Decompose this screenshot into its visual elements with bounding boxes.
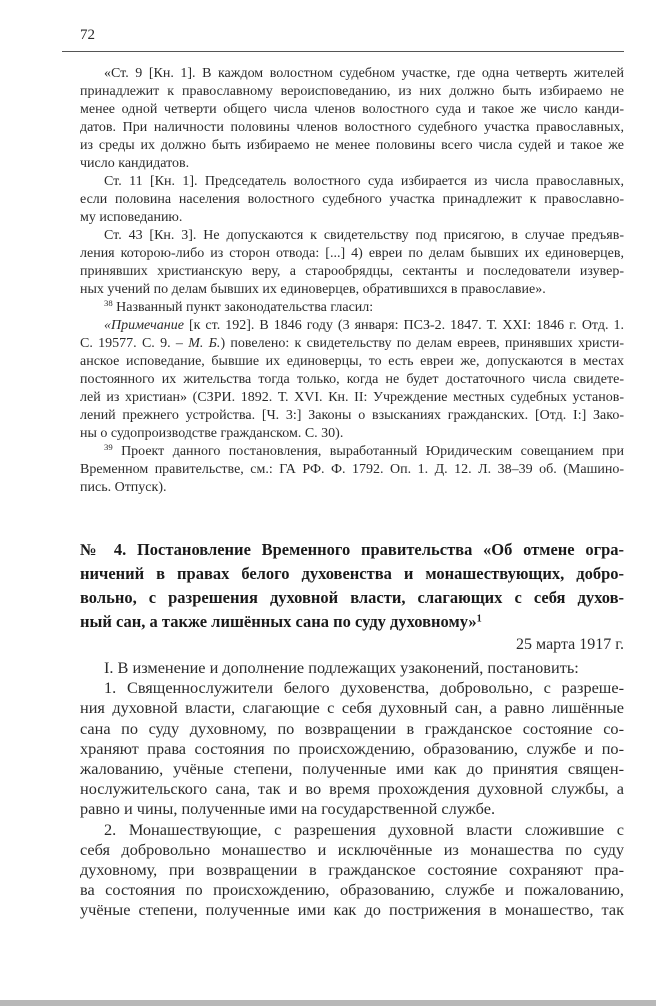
text-line (80, 371, 624, 389)
text: ления которою-либо из сторон отвода: [...] 4) евреи по делам бывших их единоверцев, (80, 246, 624, 261)
text: менее одной четверти общего числа членов волостного суда и такое же число канди- (80, 102, 624, 117)
text-line (80, 443, 624, 461)
text-line (80, 538, 624, 562)
text: принадлежит к православному вероисповеданию, из них должно быть избираемо не (80, 84, 624, 99)
text-line (80, 353, 624, 371)
text: нослужительского сана, так и во время прохождения духовной службы, а (80, 779, 624, 799)
text: Ст. 43 [Кн. 3]. Не допускаются к свидетельству под присягою, в случае предъяв- (104, 228, 624, 243)
text: [к ст. 192]. В 1846 году (3 января: ПСЗ-2. 1847. Т. XXI: 1846 г. Отд. 1. (183, 318, 624, 333)
text-line (80, 719, 624, 739)
text-line (80, 209, 624, 227)
italic-text: «Примечание (104, 318, 184, 333)
text: храняют права состояния по происхождению, образованию, службе и по- (80, 738, 624, 758)
text: Временном правительстве, см.: ГА РФ. Ф. 1792. Оп. 1. Д. 12. Л. 38–39 об. (Машино- (80, 462, 624, 477)
paragraph (80, 65, 624, 173)
text: принявших христианскую веру, а старообрядцы, сектанты и последователи изувер- (80, 264, 624, 279)
text: анское исповедание, бывшие их единоверцы, то есть евреи же, допускаются в местах (80, 354, 624, 369)
paragraph (80, 443, 624, 497)
text: учёные степени, полученные ими как до пострижения в монашество, так (80, 900, 624, 920)
paragraph (80, 658, 624, 678)
text-line (80, 335, 624, 353)
text: Ст. 11 [Кн. 1]. Председатель волостного суда избирается из числа православных, (104, 174, 624, 189)
text: «Ст. 9 [Кн. 1]. В каждом волостном судебном участке, где одна четверть жителей (104, 66, 624, 81)
text-line (80, 562, 624, 586)
text-line (80, 281, 624, 299)
italic-text: М. Б. (188, 336, 221, 351)
text: ны о судопроизводстве гражданском. С. 30). (80, 426, 344, 441)
text-line (80, 840, 624, 860)
text-line (80, 407, 624, 425)
page-number: 72 (80, 27, 95, 43)
footnote-marker: 38 (104, 298, 113, 309)
text-line (80, 263, 624, 281)
text-line (80, 245, 624, 263)
text: жалованию, учёные степени, полученные ими как до принятия священ- (80, 759, 624, 779)
document-date: 25 марта 1917 г. (516, 636, 624, 653)
text-line (80, 610, 624, 634)
document-heading (80, 538, 624, 634)
text-line (80, 860, 624, 880)
text-line (80, 227, 624, 245)
text: му исповеданию. (80, 210, 183, 225)
paragraph (80, 538, 624, 634)
text-line (80, 137, 624, 155)
header-rule (62, 51, 624, 52)
text-line (80, 101, 624, 119)
text: 2. Монашествующие, с разрешения духовной власти сложившие с (104, 819, 624, 839)
text: сана по суду духовному, по возвращении в гражданское состояние со- (80, 718, 624, 738)
text: № 4. Постановление Временного правительства «Об отмене огра- (80, 540, 624, 559)
page-edge (0, 1000, 656, 1006)
text: ва состояния по происхождению, образованию, службе и пожалованию, (80, 880, 624, 900)
text: если половина населения волостного судебного участка принадлежит к православно- (80, 192, 624, 207)
text-line (80, 425, 624, 443)
text: датов. При наличности половины членов волостного судебного участка православных, (80, 120, 624, 135)
text-line (80, 389, 624, 407)
footnotes (80, 65, 624, 497)
text: ных учений по делам бывших их единоверцев, обратившихся в православие». (80, 282, 546, 297)
text: лей из христиан» (СЗРИ. 1892. Т. XVI. Кн. II: Учреждение местных судебных установ- (80, 390, 624, 405)
text: себя добровольно монашество и исключённые из монашества по суду (80, 839, 624, 859)
text: I. В изменение и дополнение подлежащих узаконений, постановить: (104, 658, 579, 677)
text-line (80, 317, 624, 335)
text: число кандидатов. (80, 156, 190, 171)
text: Проект данного постановления, выработанный Юридическим совещанием при (112, 444, 624, 459)
paragraph (80, 227, 624, 299)
text-line (80, 779, 624, 799)
footnote-marker: 1 (476, 613, 482, 625)
text: пись. Отпуск). (80, 480, 167, 495)
text: С. 19577. С. 9. – (80, 336, 189, 351)
text: из среды их должно быть избираемо не менее половины всего числа судей и такое же (80, 138, 624, 153)
text-line (80, 799, 624, 819)
text: 1. Священнослужители белого духовенства, добровольно, с разреше- (104, 678, 624, 698)
text-line (80, 479, 624, 497)
text: постоянного их жительства тогда только, когда не будет достаточного числа свидете- (80, 372, 624, 387)
text: равно и чины, полученные ими на государственной службе. (80, 799, 496, 819)
text-line (80, 461, 624, 479)
text: ния духовной власти, слагающие с себя духовный сан, а равно лишённые (80, 698, 624, 718)
text-line (80, 658, 624, 678)
text-line (80, 83, 624, 101)
text: вольно, с разрешения духовной власти, слагающих с себя духов- (80, 588, 624, 607)
text-line (80, 191, 624, 209)
text: ный сан, а также лишённых сана по суду духовному» (80, 612, 477, 631)
text-line (80, 586, 624, 610)
text: ) повелено: к свидетельству по делам евреев, принявших христи- (220, 336, 624, 351)
paragraph (80, 820, 624, 921)
paragraph (80, 317, 624, 443)
text-line (80, 119, 624, 137)
text-line (80, 155, 624, 173)
paragraph (80, 299, 624, 317)
text-line (80, 678, 624, 698)
text-line (80, 173, 624, 191)
text: Названный пункт законодательства гласил: (112, 300, 374, 315)
text-line (80, 299, 624, 317)
text-line (80, 65, 624, 83)
text: лений прежнего устройства. [Ч. 3:] Законы о взысканиях гражданских. [Отд. I:] Зако- (80, 408, 624, 423)
text-line (80, 880, 624, 900)
text-line (80, 698, 624, 718)
text: духовному, при возвращении в гражданское состояние сохраняют пра- (80, 860, 624, 880)
text-line (80, 759, 624, 779)
paragraph (80, 678, 624, 819)
footnote-marker: 39 (104, 442, 113, 453)
document-body (80, 658, 624, 921)
paragraph (80, 173, 624, 227)
text-line (80, 820, 624, 840)
text: ничений в правах белого духовенства и монашествующих, добро- (80, 564, 624, 583)
text-line (80, 739, 624, 759)
text-line (80, 900, 624, 920)
